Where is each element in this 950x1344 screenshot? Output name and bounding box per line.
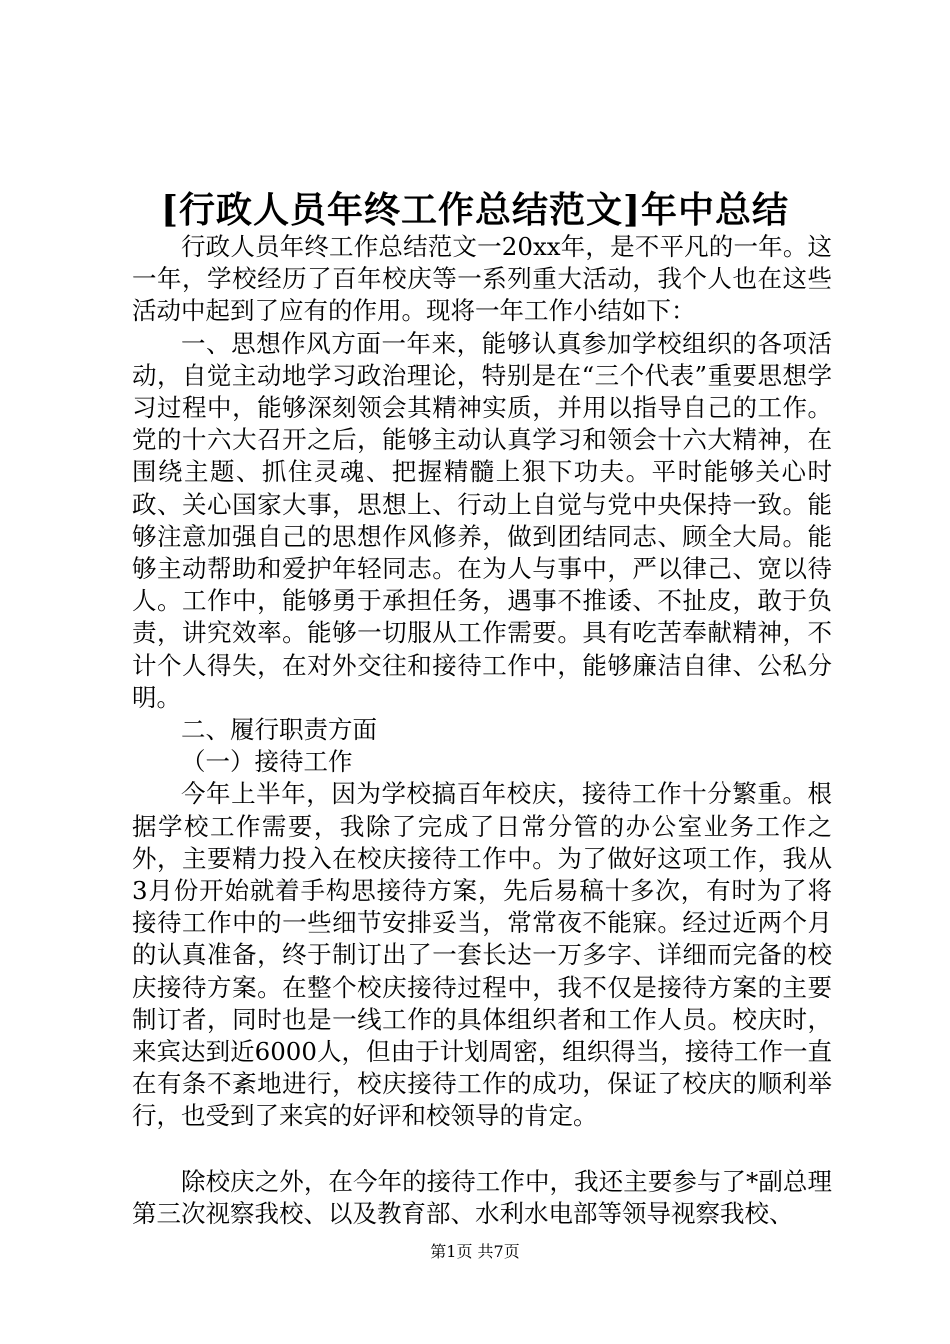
document-title: [行政人员年终工作总结范文]年中总结 — [160, 189, 790, 231]
document-body — [132, 231, 832, 1230]
paragraph-intro: 行政人员年终工作总结范文一20xx年，是不平凡的一年。这一年，学校经历了百年校庆等一系列重大活动，我个人也在这些活动中起到了应有的作用。现将一年工作小结如下： — [132, 232, 832, 326]
paragraph-reception: 今年上半年，因为学校搞百年校庆，接待工作十分繁重。根据学校工作需要，我除了完成了日常分管的办公室业务工作之外，主要精力投入在校庆接待工作中。为了做好这项工作，我从3月份开始就着手构思接待方案，先后易稿十多次，有时为了将接待工作中的一些细节安排妥当，常常夜不能寐。经过近两个月的认真准备，终于制订出了一套长达一万多字、详细而完备的校庆接待方案。在整个校庆接待过程中，我不仅是接待方案的主要制订者，同时也是一线工作的具体组织者和工作人员。校庆时，来宾达到近6000人，但由于计划周密，组织得当，接待工作一直在有条不紊地进行，校庆接待工作的成功，保证了校庆的顺利举行，也受到了来宾的好评和校领导的肯定。 — [132, 779, 832, 1131]
page-number-footer: 第1页 共7页 — [430, 1242, 520, 1261]
section-heading-duties: 二、履行职责方面 — [181, 715, 377, 745]
paragraph-other-reception: 除校庆之外，在今年的接待工作中，我还主要参与了*副总理第三次视察我校、以及教育部、水利水电部等领导视察我校、 — [132, 1166, 832, 1228]
subsection-heading-reception: （一）接待工作 — [181, 747, 353, 777]
paragraph-ideology: 一、思想作风方面一年来，能够认真参加学校组织的各项活动，自觉主动地学习政治理论，特别是在“三个代表”重要思想学习过程中，能够深刻领会其精神实质，并用以指导自己的工作。党的十六大召开之后，能够主动认真学习和领会十六大精神，在围绕主题、抓住灵魂、把握精髓上狠下功夫。平时能够关心时政、关心国家大事，思想上、行动上自觉与党中央保持一致。能够注意加强自己的思想作风修养，做到团结同志、顾全大局。能够主动帮助和爱护年轻同志。在为人与事中，严以律己、宽以待人。工作中，能够勇于承担任务，遇事不推诿、不扯皮，敢于负责，讲究效率。能够一切服从工作需要。具有吃苦奉献精神，不计个人得失，在对外交往和接待工作中，能够廉洁自律、公私分明。 — [132, 328, 832, 712]
